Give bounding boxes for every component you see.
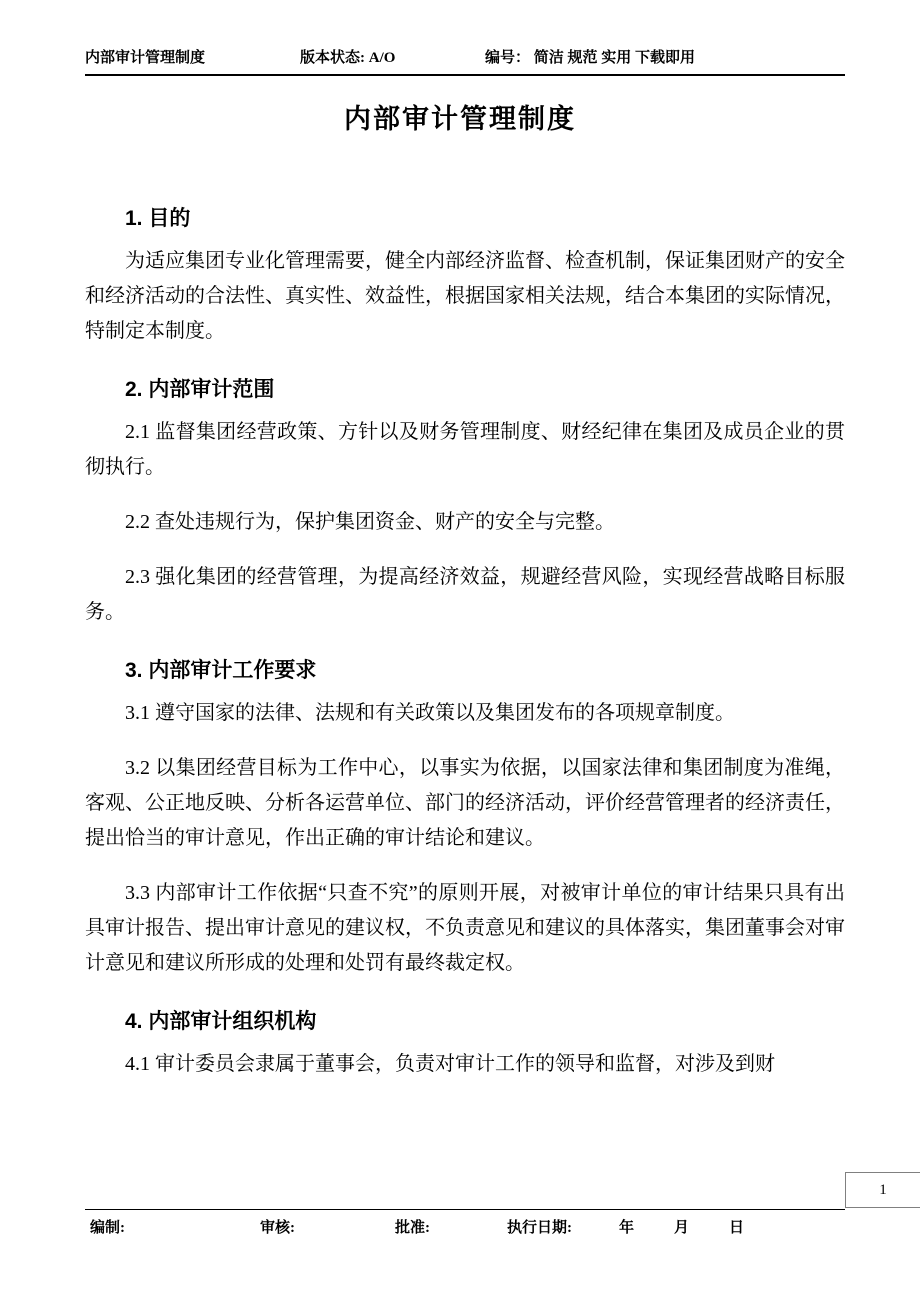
section-heading: 4. 内部审计组织机构 <box>125 1010 317 1033</box>
footer-field-label: 执行日期: <box>507 1220 572 1236</box>
footer-field-label: 编制: <box>90 1220 125 1236</box>
body-paragraph: 4.1 审计委员会隶属于董事会，负责对审计工作的领导和监督，对涉及到财 <box>125 1053 775 1075</box>
body-paragraph: 2.3 强化集团的经营管理，为提高经济效益，规避经营风险，实现经营战略目标服务。 <box>85 566 845 623</box>
document-body <box>85 190 845 1102</box>
body-paragraph: 2.2 查处违规行为，保护集团资金、财产的安全与完整。 <box>125 511 615 533</box>
page-number: 1 <box>879 1181 887 1198</box>
footer-fields <box>90 1216 840 1237</box>
footer-divider <box>85 1209 845 1210</box>
body-paragraph: 为适应集团专业化管理需要，健全内部经济监督、检查机制，保证集团财产的安全和经济活动的合法性、真实性、效益性，根据国家相关法规，结合本集团的实际情况，特制定本制度。 <box>85 250 845 342</box>
footer-field-label: 月 <box>674 1220 690 1236</box>
section-heading: 2. 内部审计范围 <box>125 378 275 401</box>
footer-field-label: 日 <box>729 1220 745 1236</box>
page-number-box <box>845 1172 920 1208</box>
body-paragraph: 2.1 监督集团经营政策、方针以及财务管理制度、财经纪律在集团及成员企业的贯彻执行。 <box>85 421 845 478</box>
body-paragraph: 3.3 内部审计工作依据“只查不究”的原则开展，对被审计单位的审计结果只具有出具审计报告、提出审计意见的建议权，不负责意见和建议的具体落实，集团董事会对审计意见和建议所形成的处理和处罚有最终裁定权。 <box>85 882 845 974</box>
footer-field-label: 审核: <box>260 1220 295 1236</box>
body-paragraph: 3.2 以集团经营目标为工作中心，以事实为依据，以国家法律和集团制度为准绳，客观、公正地反映、分析各运营单位、部门的经济活动，评价经营管理者的经济责任，提出恰当的审计意见，作出正确的审计结论和建议。 <box>85 757 845 849</box>
section-heading: 3. 内部审计工作要求 <box>125 659 317 682</box>
header-version-status: 版本状态: A/O <box>300 50 396 66</box>
footer-field-label: 批准: <box>395 1220 430 1236</box>
body-paragraph: 3.1 遵守国家的法律、法规和有关政策以及集团发布的各项规章制度。 <box>125 702 735 724</box>
document-header <box>85 46 845 76</box>
header-doc-title: 内部审计管理制度 <box>85 50 206 66</box>
header-number-label: 编号： 简洁 规范 实用 下载即用 <box>485 50 696 66</box>
footer-field-label: 年 <box>619 1220 635 1236</box>
page-title: 内部审计管理制度 <box>344 104 576 134</box>
section-heading: 1. 目的 <box>125 207 191 230</box>
